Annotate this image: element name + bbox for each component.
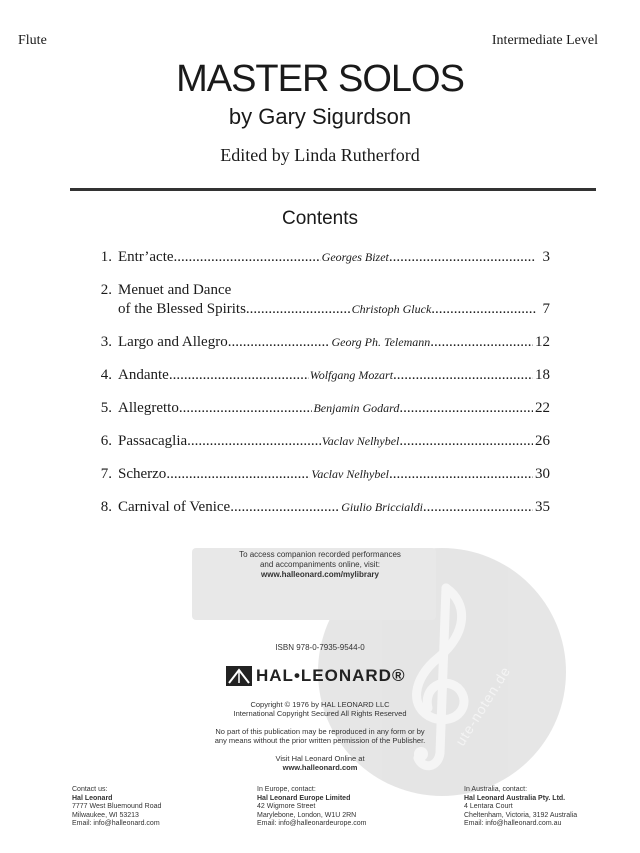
toc-composer: Vaclav Nelhybel <box>321 434 400 448</box>
toc-number: 7. <box>100 466 112 482</box>
contact-email[interactable]: Email: info@halleonardeurope.com <box>257 820 367 827</box>
toc-page: 22 <box>535 400 550 416</box>
toc-entry <box>88 432 550 451</box>
contact-us <box>72 786 161 829</box>
reproduction-notice <box>0 727 640 745</box>
toc-composer: Vaclav Nelhybel <box>311 467 389 481</box>
toc-number: 6. <box>100 433 112 449</box>
toc-leader <box>389 465 533 484</box>
toc-leader <box>166 465 310 484</box>
toc-number: 2. <box>100 282 112 298</box>
access-url[interactable]: www.halleonard.com/mylibrary <box>261 570 379 579</box>
contact-label: In Australia, contact: <box>464 786 528 793</box>
toc-leader <box>389 248 536 267</box>
toc-entry <box>88 281 550 319</box>
toc-page: 26 <box>535 433 550 449</box>
online-info <box>0 754 640 772</box>
notice-line2: any means without the prior written permission of the Publisher. <box>214 736 426 745</box>
editor-credit: Edited by Linda Rutherford <box>220 145 420 165</box>
toc-title: Allegretto <box>118 400 179 416</box>
toc-entry <box>88 465 550 484</box>
toc-leader <box>230 498 340 517</box>
contact-city: Marylebone, London, W1U 2RN <box>257 811 357 819</box>
toc-title: Entr’acte <box>118 249 174 265</box>
toc-page: 3 <box>542 249 550 265</box>
toc-leader <box>179 399 313 418</box>
toc-leader <box>430 333 533 352</box>
title-divider <box>70 188 596 191</box>
instrument-label: Flute <box>18 33 47 48</box>
contact-address: 42 Wigmore Street <box>257 803 316 810</box>
contact-europe <box>257 786 366 829</box>
toc-entry <box>88 366 550 385</box>
contact-label: Contact us: <box>72 786 108 793</box>
online-url[interactable]: www.halleonard.com <box>282 763 358 772</box>
watermark-text: ute-noten.de <box>452 663 514 749</box>
toc-number: 8. <box>100 499 112 515</box>
toc-leader <box>246 300 351 319</box>
access-info <box>192 550 448 580</box>
toc-leader <box>423 498 533 517</box>
book-title: MASTER SOLOS <box>176 58 464 100</box>
toc-page: 30 <box>535 466 551 482</box>
notice-line1: No part of this publication may be reproduced in any form or by <box>215 727 425 736</box>
contact-city: Milwaukee, WI 53213 <box>72 811 139 819</box>
toc-title: of the Blessed Spirits <box>118 301 246 317</box>
byline: by Gary Sigurdson <box>228 104 412 129</box>
toc-composer: Christoph Gluck <box>351 302 432 316</box>
toc-leader <box>431 300 536 319</box>
toc-number: 3. <box>100 334 112 350</box>
hal-leonard-mark-icon <box>226 666 252 686</box>
contact-email[interactable]: Email: info@halleonard.com.au <box>464 820 562 827</box>
publisher-logo <box>226 666 405 686</box>
toc-title-line1: Menuet and Dance <box>118 282 232 298</box>
toc-leader <box>174 248 321 267</box>
contact-name: Hal Leonard Australia Pty. Ltd. <box>464 794 566 802</box>
toc-entry <box>88 498 550 517</box>
toc-leader <box>187 432 321 451</box>
toc-number: 4. <box>100 367 112 383</box>
toc-leader <box>399 432 533 451</box>
online-line1: Visit Hal Leonard Online at <box>275 754 365 763</box>
toc-composer: Benjamin Godard <box>313 401 400 415</box>
toc-composer: Georges Bizet <box>321 250 389 264</box>
level-label: Intermediate Level <box>491 33 598 48</box>
contact-australia <box>464 786 577 829</box>
contact-address: 4 Lentara Court <box>464 803 513 810</box>
toc-number: 5. <box>100 400 112 416</box>
toc-title: Scherzo <box>118 466 167 482</box>
toc-page: 18 <box>535 367 550 383</box>
contact-address: 7777 West Bluemound Road <box>72 803 162 810</box>
toc-entry <box>88 248 550 267</box>
toc-composer: Giulio Briccialdi <box>341 500 423 514</box>
toc-page: 35 <box>535 499 550 515</box>
access-line1: To access companion recorded performances <box>239 550 401 559</box>
toc-title: Largo and Allegro <box>118 334 228 350</box>
contact-name: Hal Leonard Europe Limited <box>257 794 351 802</box>
contact-name: Hal Leonard <box>72 794 113 802</box>
toc-leader <box>169 366 309 385</box>
table-of-contents <box>88 248 550 531</box>
toc-number: 1. <box>100 249 112 265</box>
logo-wordmark: HAL•LEONARD® <box>256 666 406 685</box>
copyright-line1: Copyright © 1976 by HAL LEONARD LLC <box>250 700 390 709</box>
contact-label: In Europe, contact: <box>257 786 316 793</box>
toc-entry <box>88 399 550 418</box>
toc-title: Carnival of Venice <box>118 499 231 515</box>
toc-title: Andante <box>118 367 169 383</box>
toc-page: 12 <box>535 334 551 350</box>
isbn: ISBN 978-0-7935-9544-0 <box>275 643 365 652</box>
copyright-line2: International Copyright Secured All Rights Reserved <box>233 709 407 718</box>
copyright <box>0 700 640 718</box>
toc-title: Passacaglia <box>118 433 188 449</box>
toc-page: 7 <box>542 301 550 317</box>
contents-heading: Contents <box>281 208 359 229</box>
contact-email[interactable]: Email: info@halleonard.com <box>72 820 160 827</box>
toc-leader <box>393 366 533 385</box>
toc-composer: Georg Ph. Telemann <box>331 335 431 349</box>
toc-leader <box>228 333 331 352</box>
toc-composer: Wolfgang Mozart <box>309 368 394 382</box>
toc-leader <box>399 399 533 418</box>
contact-city: Cheltenham, Victoria, 3192 Australia <box>464 811 578 819</box>
access-line2: and accompaniments online, visit: <box>259 560 381 569</box>
toc-entry <box>88 333 550 352</box>
